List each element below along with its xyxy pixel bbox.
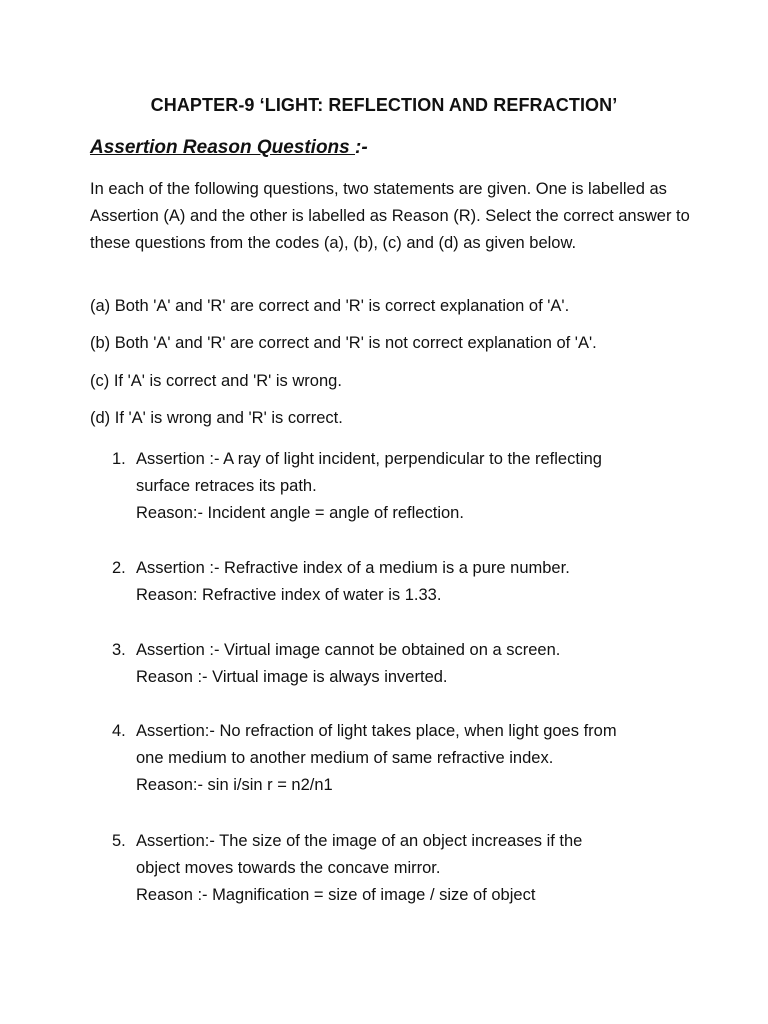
- question-line: Reason:- Incident angle = angle of reflection.: [136, 504, 464, 522]
- answer-code-b: (b) Both 'A' and 'R' are correct and 'R' is not correct explanation of 'A'.: [90, 334, 597, 352]
- question-line: Reason :- Magnification = size of image / size of object: [136, 886, 536, 904]
- question-line: one medium to another medium of same refractive index.: [136, 749, 554, 767]
- question-line: surface retraces its path.: [136, 477, 317, 495]
- section-heading-suffix: :-: [355, 137, 368, 158]
- section-heading-text: Assertion Reason Questions: [90, 137, 356, 158]
- question-number: 2.: [112, 559, 126, 577]
- section-heading: [90, 137, 368, 159]
- question-number: 3.: [112, 641, 126, 659]
- question-body: [136, 446, 706, 527]
- question-number: 1.: [112, 450, 126, 468]
- question-line: Assertion :- Refractive index of a medium is a pure number.: [136, 559, 570, 577]
- question-body: [136, 555, 706, 609]
- answer-code-d: (d) If 'A' is wrong and 'R' is correct.: [90, 409, 343, 427]
- question-line: Assertion :- Virtual image cannot be obtained on a screen.: [136, 641, 561, 659]
- answer-code-c: (c) If 'A' is correct and 'R' is wrong.: [90, 372, 342, 390]
- question-line: Assertion :- A ray of light incident, perpendicular to the reflecting: [136, 450, 602, 468]
- instructions-paragraph: In each of the following questions, two statements are given. One is labelled as Assertion (A) and the other is labelled as Reason (R). Select the correct answer to these questions from the codes (a), (b), (c) and (d) as given below.: [90, 180, 690, 252]
- question-line: object moves towards the concave mirror.: [136, 859, 441, 877]
- page-title: CHAPTER-9 ‘LIGHT: REFLECTION AND REFRACTION’: [150, 95, 618, 115]
- question-line: Assertion:- No refraction of light takes place, when light goes from: [136, 722, 617, 740]
- question-body: [136, 637, 706, 691]
- question-body: [136, 828, 706, 909]
- question-line: Reason :- Virtual image is always inverted.: [136, 668, 448, 686]
- question-body: [136, 718, 706, 799]
- question-number: 4.: [112, 722, 126, 740]
- question-line: Reason:- sin i/sin r = n2/n1: [136, 776, 333, 794]
- question-line: Assertion:- The size of the image of an object increases if the: [136, 832, 583, 850]
- answer-code-a: (a) Both 'A' and 'R' are correct and 'R' is correct explanation of 'A'.: [90, 297, 570, 315]
- question-line: Reason: Refractive index of water is 1.33.: [136, 586, 442, 604]
- question-number: 5.: [112, 832, 126, 850]
